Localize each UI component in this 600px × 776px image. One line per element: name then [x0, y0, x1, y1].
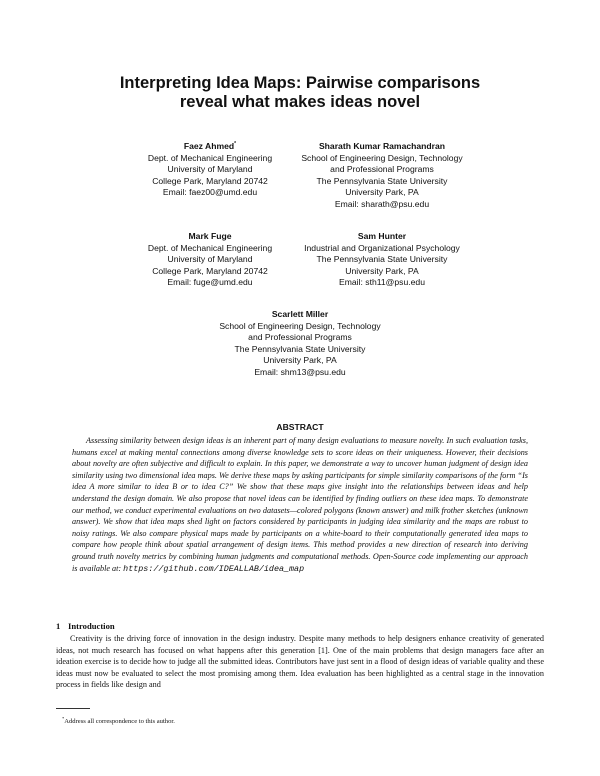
- footnote: [62, 715, 175, 725]
- affiliation-line: Dept. of Mechanical Engineering: [147, 242, 273, 253]
- introduction-text: Creativity is the driving force of innovation in the design industry. Despite many methods to help designers enhance creativity of generated ideas, not much research has focused on what happens after this generation [1]. One of the main problems that design managers face after an ideation exercise is to decide how to judge all the submitted ideas. Contributors have just sent in a flood of design ideas of variable quality and these ideas must now be evaluated to select the most promising among them. Idea evaluation has been highlighted as a central stage in the innovation process in fields like design and: [56, 634, 544, 689]
- affiliation-line: University Park, PA: [263, 355, 337, 366]
- affiliation-line: The Pennsylvania State University: [234, 343, 366, 354]
- author-name: Faez Ahmed*: [183, 141, 237, 151]
- abstract-text: Assessing similarity between design ideas is an inherent part of many design evaluations to measure novelty. In such evaluation tasks, humans excel at making mental connections among diverse knowledge sets to score ideas on their uniqueness. However, their decisions about novelty are often subjective and difficult to explain. In this paper, we demonstrate a way to uncover human judgment of design idea similarity using two dimensional idea maps. We derive these maps by asking participants for simple similarity comparisons of the form “Is idea A more similar to idea B or to idea C?” We show that these maps give insight into the relationships between ideas and help understand the design domain. We also propose that novel ideas can be identified by finding outliers on these idea maps. To demonstrate our method, we conduct experimental evaluations on two datasets—colored polygons (known answer) and milk frother sketches (unknown answer). We show that idea maps shed light on factors considered by participants in judging idea similarity and the maps are robust to noisy ratings. We also compare physical maps made by participants on a white-board to their computationally generated idea maps to compare how people think about spatial arrangement of design items. This method provides a new direction of research into deriving ground truth novelty metrics by combining human judgments and computational methods. Open-Source code implementing our approach is available at:: [72, 436, 528, 573]
- author-block-hunter: [282, 231, 482, 289]
- abstract-heading: ABSTRACT: [276, 422, 324, 432]
- author-block-fuge: [128, 231, 292, 289]
- author-name: Mark Fuge: [188, 231, 232, 241]
- affiliation-line: Industrial and Organizational Psychology: [304, 242, 460, 253]
- author-name: Sam Hunter: [357, 231, 407, 241]
- affiliation-line: The Pennsylvania State University: [316, 254, 448, 265]
- affiliation-line: University of Maryland: [167, 164, 253, 175]
- introduction-paragraph: [56, 633, 544, 691]
- author-block-miller: [180, 309, 420, 379]
- section-title: Introduction: [68, 621, 115, 631]
- affiliation-line: Dept. of Mechanical Engineering: [147, 152, 273, 163]
- author-email: Email: sharath@psu.edu: [334, 198, 430, 209]
- section-number: 1: [56, 621, 61, 631]
- author-block-ramachandran: [282, 141, 482, 211]
- affiliation-line: University of Maryland: [167, 254, 253, 265]
- author-name: Scarlett Miller: [271, 309, 329, 319]
- footnote-text: Address all correspondence to this author.: [64, 718, 175, 725]
- affiliation-line: College Park, Maryland 20742: [152, 265, 268, 276]
- affiliation-line: The Pennsylvania State University: [316, 175, 448, 186]
- author-email: Email: fuge@umd.edu: [167, 277, 253, 288]
- affiliation-line: College Park, Maryland 20742: [152, 175, 268, 186]
- footnote-rule: [56, 708, 90, 709]
- affiliation-line: University Park, PA: [345, 265, 419, 276]
- affiliation-line: and Professional Programs: [248, 332, 352, 343]
- paper-title: [40, 74, 560, 112]
- author-email: Email: shm13@psu.edu: [254, 366, 346, 377]
- affiliation-line: School of Engineering Design, Technology: [219, 320, 381, 331]
- abstract-body: [72, 435, 528, 575]
- author-block-ahmed: [128, 141, 292, 199]
- affiliation-line: School of Engineering Design, Technology: [301, 152, 463, 163]
- author-email: Email: sth11@psu.edu: [339, 277, 425, 288]
- author-email: Email: faez00@umd.edu: [162, 187, 258, 198]
- affiliation-line: University Park, PA: [345, 187, 419, 198]
- affiliation-line: and Professional Programs: [330, 164, 434, 175]
- footnote-marker: *: [62, 715, 65, 721]
- repository-link[interactable]: https://github.com/IDEALLAB/idea_map: [123, 563, 305, 574]
- title-line-2: reveal what makes ideas novel: [179, 93, 421, 111]
- correspondence-marker: *: [234, 141, 237, 148]
- title-line-1: Interpreting Idea Maps: Pairwise comparisons: [119, 74, 481, 92]
- author-name: Sharath Kumar Ramachandran: [318, 141, 446, 151]
- section-heading-introduction: [56, 621, 115, 631]
